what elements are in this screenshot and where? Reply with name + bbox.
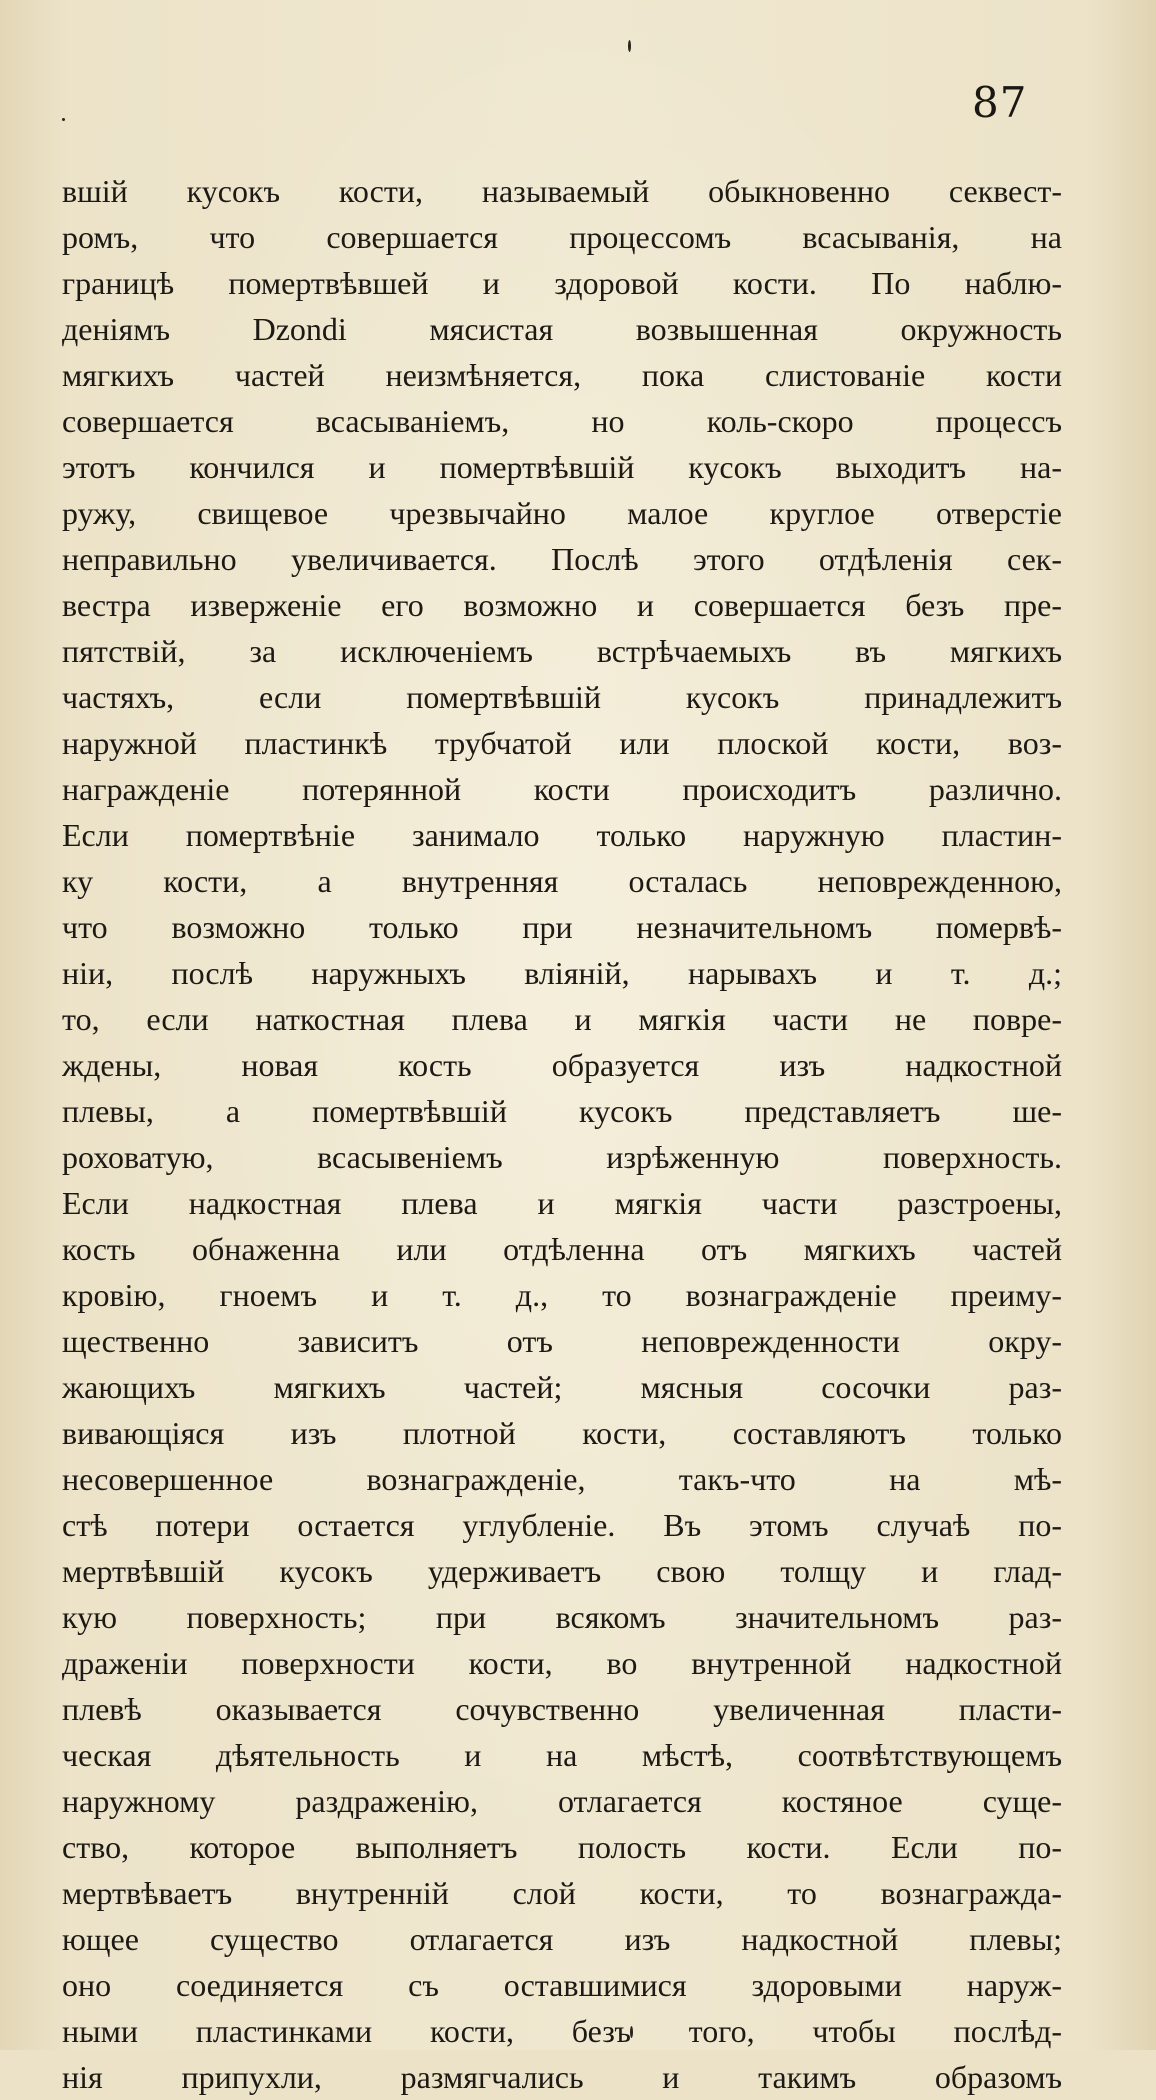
text-line: что возможно только при незначительномъ помервѣ- (62, 909, 1062, 945)
text-line: ромъ, что совершается процессомъ всасыванія, на (62, 219, 1062, 255)
text-line: то, если наткостная плева и мягкія части не повре- (62, 1001, 1062, 1037)
print-speck (62, 118, 65, 121)
text-line: ными пластинками кости, безъ того, чтобы послѣд- (62, 2013, 1062, 2049)
text-line: Если помертвѣніе занимало только наружную пластин- (62, 817, 1062, 853)
text-line: ждены, новая кость образуется изъ надкостной (62, 1047, 1062, 1083)
text-line: ющее существо отлагается изъ надкостной плевы; (62, 1921, 1062, 1957)
text-line: ство, которое выполняетъ полость кости. Если по- (62, 1829, 1062, 1865)
page-number: 87 (972, 78, 1028, 127)
text-line: наружному раздраженію, отлагается костяное суще- (62, 1783, 1062, 1819)
text-line: ку кости, а внутренняя осталась неповрежденною, (62, 863, 1062, 899)
body-text (62, 168, 1062, 2100)
text-line: жающихъ мягкихъ частей; мясныя сосочки раз- (62, 1369, 1062, 1405)
text-line: драженіи поверхности кости, во внутренной надкостной (62, 1645, 1062, 1681)
text-line: кую поверхность; при всякомъ значительномъ раз- (62, 1599, 1062, 1635)
text-line: вивающіяся изъ плотной кости, составляютъ только (62, 1415, 1062, 1451)
text-line: кровію, гноемъ и т. д., то вознагражденіе преиму- (62, 1277, 1062, 1313)
text-line: частяхъ, если помертвѣвшій кусокъ принадлежитъ (62, 679, 1062, 715)
text-line: награжденіе потерянной кости происходитъ различно. (62, 771, 1062, 807)
text-line: щественно зависитъ отъ неповрежденности окру- (62, 1323, 1062, 1359)
text-line: мертвѣвшій кусокъ удерживаетъ свою толщу и глад- (62, 1553, 1062, 1589)
text-line: ружу, свищевое чрезвычайно малое круглое отверстіе (62, 495, 1062, 531)
text-line: границѣ помертвѣвшей и здоровой кости. По наблю- (62, 265, 1062, 301)
text-line: кость обнаженна или отдѣленна отъ мягкихъ частей (62, 1231, 1062, 1267)
text-line: деніямъ Dzondi мясистая возвышенная окружность (62, 311, 1062, 347)
text-line: этотъ кончился и помертвѣвшій кусокъ выходитъ на- (62, 449, 1062, 485)
text-line: Если надкостная плева и мягкія части разстроены, (62, 1185, 1062, 1221)
print-speck (628, 40, 631, 52)
text-line: ніи, послѣ наружныхъ вліяній, нарывахъ и т. д.; (62, 955, 1062, 991)
text-line: нія припухли, размягчались и такимъ образомъ (62, 2059, 1062, 2095)
text-line: ческая дѣятельность и на мѣстѣ, соотвѣтствующемъ (62, 1737, 1062, 1773)
text-line: пятствій, за исключеніемъ встрѣчаемыхъ въ мягкихъ (62, 633, 1062, 669)
text-line: вестра изверженіе его возможно и совершается безъ пре- (62, 587, 1062, 623)
text-line: стѣ потери остается углубленіе. Въ этомъ случаѣ по- (62, 1507, 1062, 1543)
text-line: плевы, а помертвѣвшій кусокъ представляетъ ше- (62, 1093, 1062, 1129)
text-line: несовершенное вознагражденіе, такъ-что на мѣ- (62, 1461, 1062, 1497)
text-line: мертвѣваетъ внутренній слой кости, то вознагражда- (62, 1875, 1062, 1911)
text-line: наружной пластинкѣ трубчатой или плоской кости, воз- (62, 725, 1062, 761)
text-line: неправильно увеличивается. Послѣ этого отдѣленія сек- (62, 541, 1062, 577)
text-line: мягкихъ частей неизмѣняется, пока слистованіе кости (62, 357, 1062, 393)
text-line: вшій кусокъ кости, называемый обыкновенно секвест- (62, 173, 1062, 209)
text-line: роховатую, всасывеніемъ изрѣженную поверхность. (62, 1139, 1062, 1175)
text-line: плевѣ оказывается сочувственно увеличенная пласти- (62, 1691, 1062, 1727)
text-line: оно соединяется съ оставшимися здоровыми наруж- (62, 1967, 1062, 2003)
text-line: совершается всасываніемъ, но коль-скоро процессъ (62, 403, 1062, 439)
